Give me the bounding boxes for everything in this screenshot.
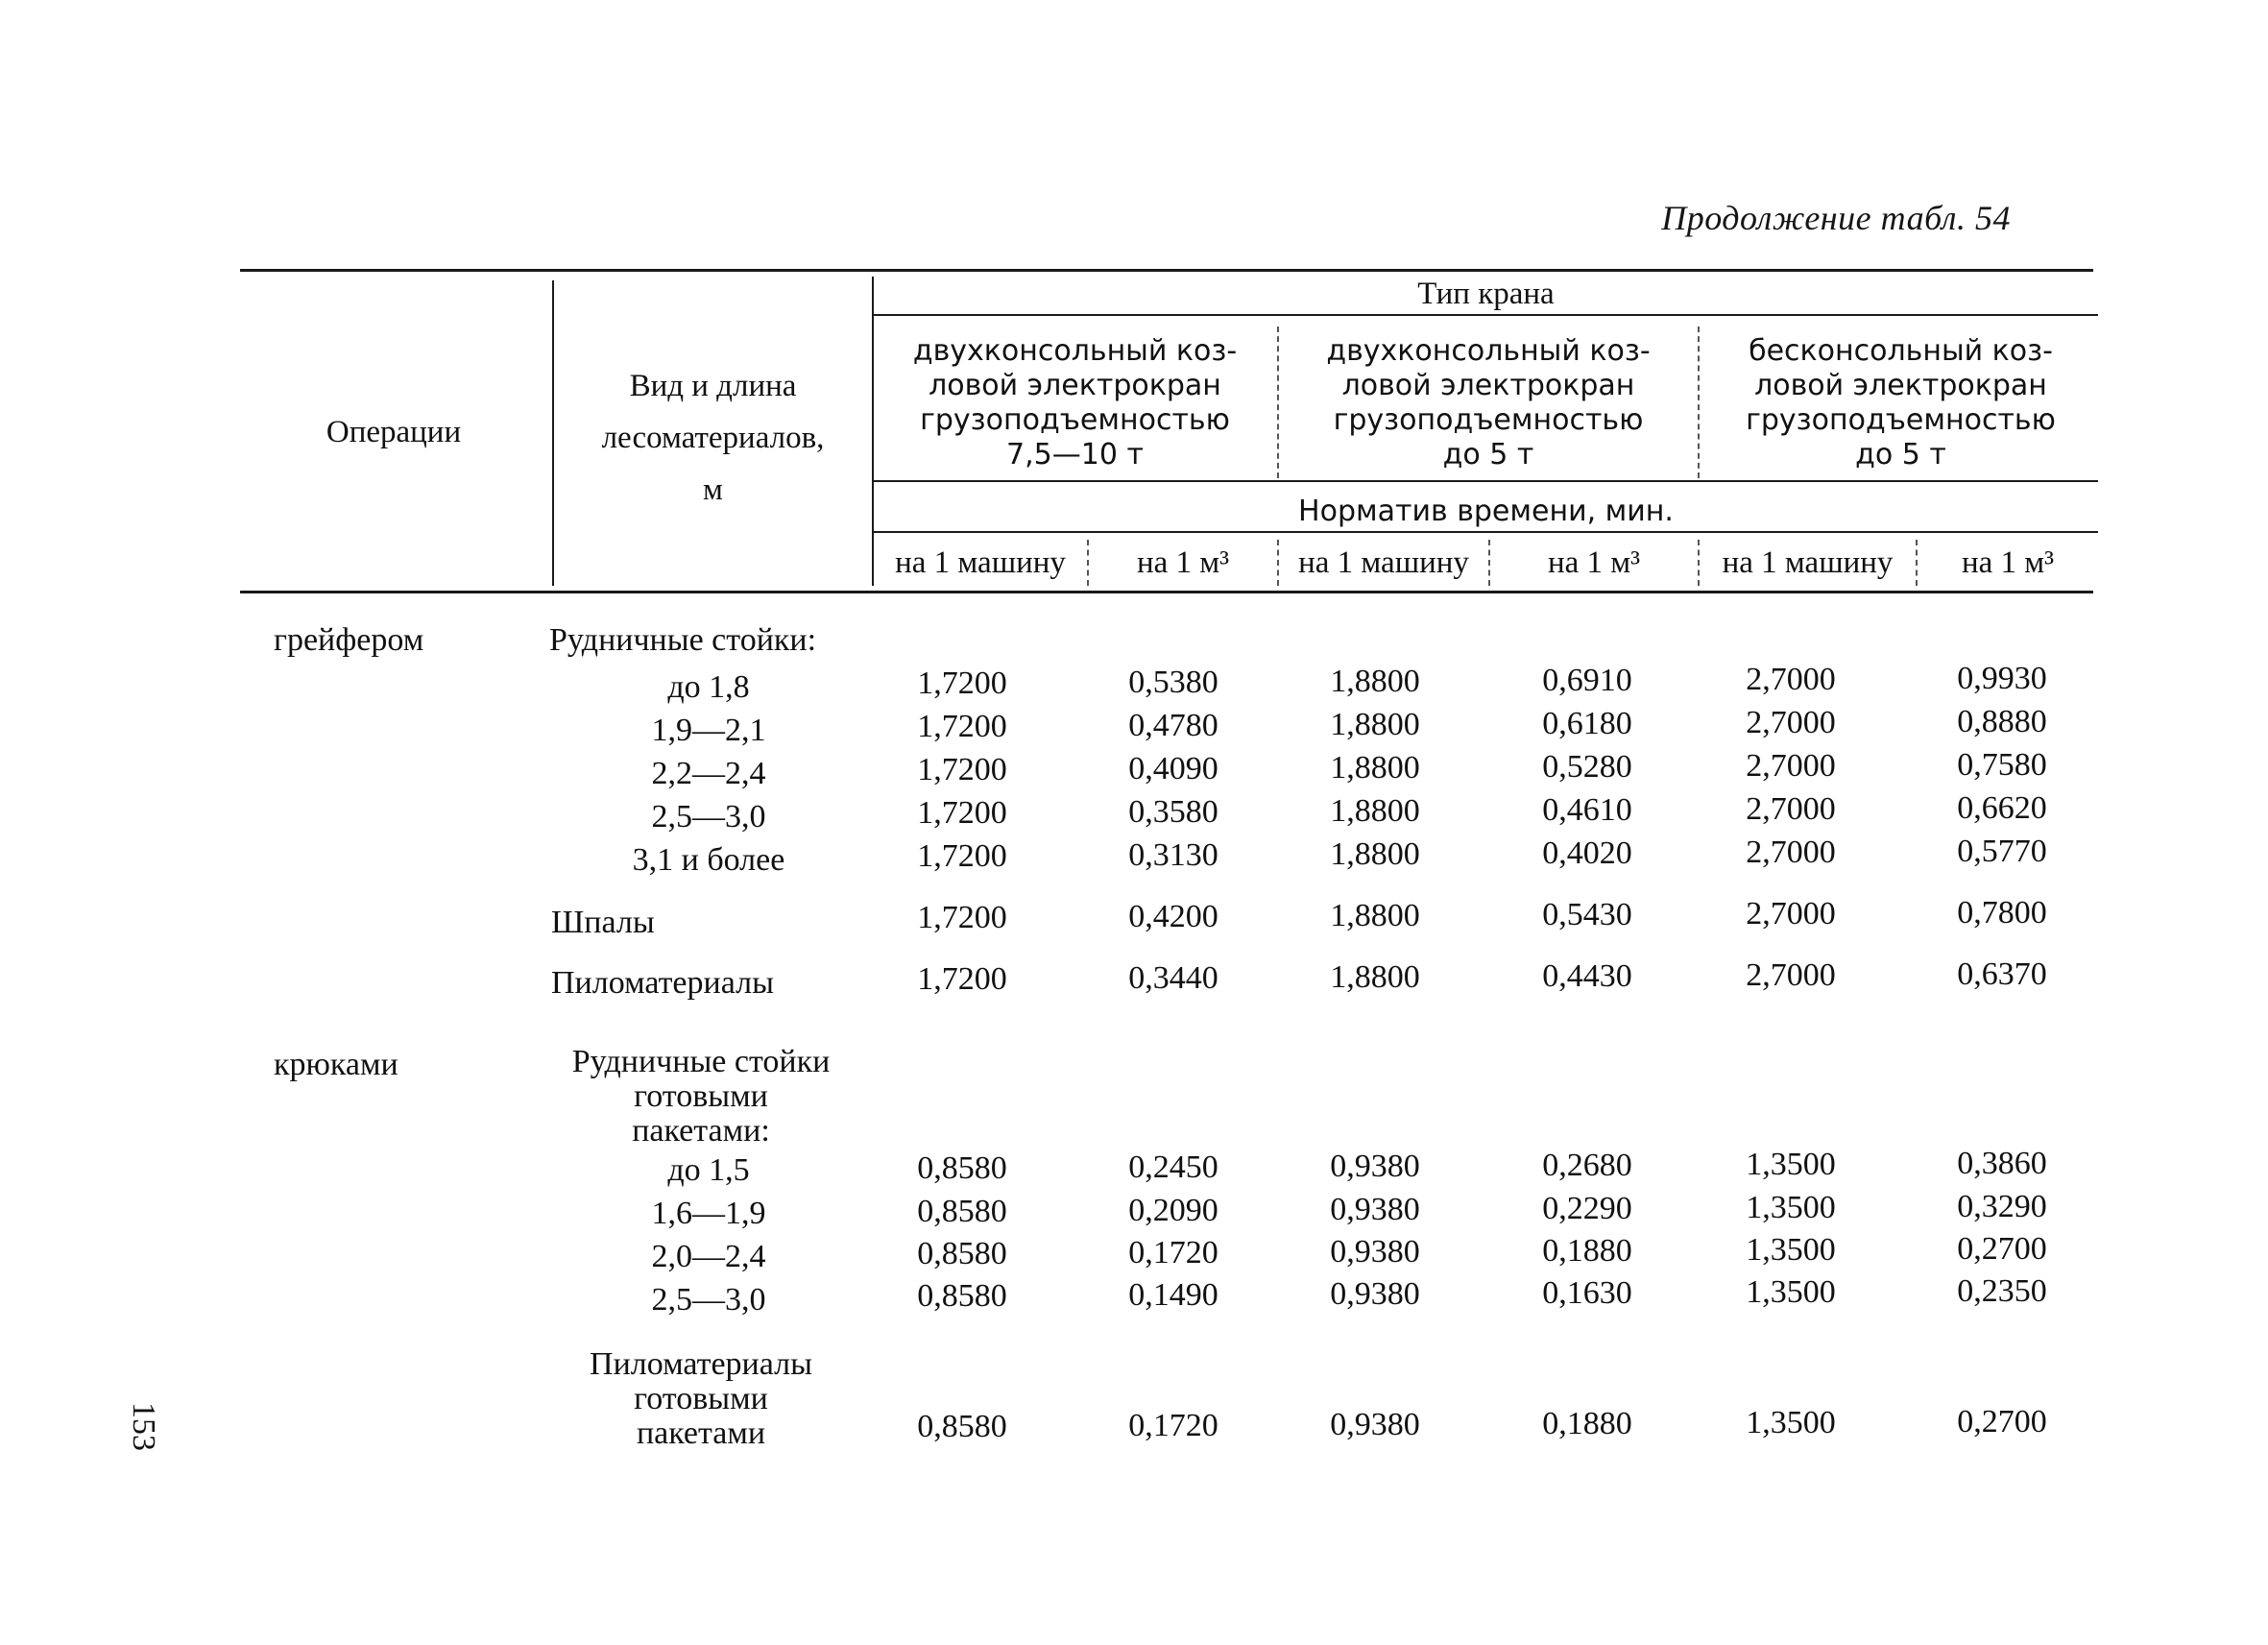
value-cell: 0,7580 bbox=[1957, 747, 2047, 783]
value-cell: 0,2700 bbox=[1957, 1231, 2047, 1267]
value-cell: 0,3290 bbox=[1957, 1189, 2047, 1224]
value-cell: 0,9380 bbox=[1330, 1276, 1420, 1312]
value-cell: 0,1880 bbox=[1542, 1233, 1632, 1269]
value-cell: 1,3500 bbox=[1746, 1232, 1836, 1268]
value-cell: 0,5430 bbox=[1542, 897, 1632, 932]
header-material bbox=[557, 360, 869, 516]
operation-grab: грейфером bbox=[274, 622, 424, 658]
header-norm: Норматив времени, мин. bbox=[1298, 495, 1674, 528]
value-cell: 0,1630 bbox=[1542, 1275, 1632, 1311]
value-cell: 2,7000 bbox=[1746, 896, 1836, 931]
header-crane-1-line-3: грузоподъемностью bbox=[920, 403, 1230, 437]
header-crane-3 bbox=[1701, 334, 2100, 472]
value-cell: 1,8800 bbox=[1330, 664, 1420, 699]
value-cell: 0,6910 bbox=[1542, 663, 1632, 698]
value-cell: 0,5770 bbox=[1957, 834, 2047, 869]
value-cell: 1,3500 bbox=[1746, 1147, 1836, 1182]
value-cell: 0,8580 bbox=[917, 1194, 1007, 1229]
header-vrule-1 bbox=[552, 280, 554, 586]
value-cell: 2,7000 bbox=[1746, 748, 1836, 784]
value-cell: 0,2450 bbox=[1128, 1149, 1218, 1185]
row-label: 2,5—3,0 bbox=[651, 799, 766, 835]
row-label: 1,9—2,1 bbox=[651, 713, 766, 748]
value-cell: 0,6620 bbox=[1957, 790, 2047, 826]
header-material-line-3: м bbox=[703, 472, 723, 507]
value-cell: 0,2090 bbox=[1128, 1193, 1218, 1228]
norm-underline bbox=[874, 531, 2098, 533]
subheader-crane-3-per-machine: на 1 машину bbox=[1722, 545, 1894, 580]
table-top-rule bbox=[240, 269, 2093, 272]
header-crane-2-line-3: грузоподъемностью bbox=[1333, 403, 1644, 437]
value-cell: 1,8800 bbox=[1330, 959, 1420, 995]
value-cell: 0,9380 bbox=[1330, 1149, 1420, 1184]
row-label-line-1: Пиломатериалы bbox=[590, 1346, 812, 1382]
header-crane-2-line-1: двухконсольный коз- bbox=[1326, 334, 1651, 368]
value-cell: 0,3860 bbox=[1957, 1146, 2047, 1181]
table-caption: Продолжение табл. 54 bbox=[1661, 199, 2011, 237]
value-cell: 0,4020 bbox=[1542, 835, 1632, 871]
value-cell: 2,7000 bbox=[1746, 791, 1836, 827]
header-crane-1-line-1: двухконсольный коз- bbox=[912, 334, 1238, 368]
section-title-line-3: пакетами: bbox=[632, 1113, 770, 1149]
header-crane-2 bbox=[1281, 334, 1696, 472]
value-cell: 0,8880 bbox=[1957, 704, 2047, 739]
value-cell: 0,9380 bbox=[1330, 1234, 1420, 1270]
value-cell: 0,1720 bbox=[1128, 1235, 1218, 1270]
row-label-line-2: готовыми bbox=[634, 1381, 768, 1416]
value-cell: 0,2700 bbox=[1957, 1404, 2047, 1439]
crane-divider-1 bbox=[1277, 327, 1279, 478]
value-cell: 0,2290 bbox=[1542, 1191, 1632, 1226]
value-cell: 0,4200 bbox=[1128, 899, 1218, 934]
row-label: 3,1 и более bbox=[632, 842, 785, 878]
value-cell: 1,8800 bbox=[1330, 898, 1420, 933]
subheader-crane-2-per-m3: на 1 м³ bbox=[1547, 545, 1641, 580]
value-cell: 0,4430 bbox=[1542, 958, 1632, 994]
value-cell: 0,3440 bbox=[1128, 960, 1218, 996]
header-crane-3-line-2: ловой электрокран bbox=[1754, 369, 2047, 402]
header-crane-1-line-4: 7,5—10 т bbox=[1006, 438, 1144, 472]
header-material-line-1: Вид и длина bbox=[629, 369, 797, 403]
value-cell: 0,3580 bbox=[1128, 794, 1218, 830]
row-label: до 1,5 bbox=[667, 1152, 750, 1188]
header-material-line-2: лесоматериалов, bbox=[601, 421, 825, 455]
value-cell: 1,8800 bbox=[1330, 707, 1420, 742]
row-label-lumber-packets bbox=[547, 1347, 855, 1451]
header-bottom-rule bbox=[240, 591, 2093, 593]
value-cell: 0,2350 bbox=[1957, 1273, 2047, 1309]
value-cell: 0,8580 bbox=[917, 1409, 1007, 1444]
value-cell: 0,4090 bbox=[1128, 751, 1218, 786]
value-cell: 1,7200 bbox=[917, 709, 1007, 744]
row-label: 1,6—1,9 bbox=[651, 1196, 766, 1231]
value-cell: 1,8800 bbox=[1330, 750, 1420, 786]
subheader-crane-1-per-m3: на 1 м³ bbox=[1136, 545, 1230, 580]
value-cell: 0,9380 bbox=[1330, 1192, 1420, 1227]
value-cell: 1,3500 bbox=[1746, 1190, 1836, 1225]
row-label-line-3: пакетами bbox=[636, 1415, 766, 1451]
value-cell: 0,1490 bbox=[1128, 1277, 1218, 1313]
value-cell: 1,7200 bbox=[917, 838, 1007, 874]
row-label: до 1,8 bbox=[667, 669, 750, 705]
page-number-text: 153 bbox=[126, 1402, 161, 1451]
value-cell: 1,7200 bbox=[917, 795, 1007, 831]
page-number bbox=[125, 1402, 161, 1451]
value-cell: 0,2680 bbox=[1542, 1148, 1632, 1183]
row-label-lumber: Пиломатериалы bbox=[551, 965, 774, 1001]
crane-names-underline bbox=[874, 480, 2098, 482]
header-crane-type: Тип крана bbox=[1417, 277, 1555, 311]
row-label: 2,0—2,4 bbox=[651, 1239, 766, 1274]
subheader-crane-2-per-machine: на 1 машину bbox=[1298, 545, 1469, 580]
header-crane-3-line-1: бесконсольный коз- bbox=[1749, 334, 2053, 368]
operation-hooks: крюками bbox=[274, 1047, 398, 1082]
value-cell: 0,7800 bbox=[1957, 895, 2047, 931]
value-cell: 1,3500 bbox=[1746, 1274, 1836, 1310]
value-cell: 0,6180 bbox=[1542, 706, 1632, 741]
section-title-mine-props: Рудничные стойки: bbox=[549, 622, 817, 658]
section-title-line-1: Рудничные стойки bbox=[571, 1044, 831, 1079]
value-cell: 0,3130 bbox=[1128, 837, 1218, 873]
value-cell: 2,7000 bbox=[1746, 662, 1836, 697]
value-cell: 0,1880 bbox=[1542, 1406, 1632, 1441]
value-cell: 0,8580 bbox=[917, 1236, 1007, 1271]
header-crane-2-line-4: до 5 т bbox=[1442, 438, 1534, 472]
value-cell: 2,7000 bbox=[1746, 835, 1836, 870]
value-cell: 2,7000 bbox=[1746, 957, 1836, 993]
value-cell: 2,7000 bbox=[1746, 705, 1836, 740]
value-cell: 1,8800 bbox=[1330, 793, 1420, 829]
value-cell: 0,4610 bbox=[1542, 792, 1632, 828]
value-cell: 1,8800 bbox=[1330, 836, 1420, 872]
value-cell: 0,9380 bbox=[1330, 1407, 1420, 1442]
value-cell: 1,7200 bbox=[917, 752, 1007, 787]
row-label: 2,5—3,0 bbox=[651, 1282, 766, 1318]
value-cell: 1,7200 bbox=[917, 961, 1007, 997]
value-cell: 1,3500 bbox=[1746, 1405, 1836, 1440]
header-crane-1 bbox=[876, 334, 1274, 472]
value-cell: 0,8580 bbox=[917, 1150, 1007, 1186]
value-cell: 0,9930 bbox=[1957, 661, 2047, 696]
header-crane-2-line-2: ловой электрокран bbox=[1341, 369, 1635, 402]
value-cell: 1,7200 bbox=[917, 665, 1007, 701]
crane-divider-2 bbox=[1698, 327, 1700, 478]
subheader-crane-1-per-machine: на 1 машину bbox=[895, 545, 1066, 580]
value-cell: 1,7200 bbox=[917, 900, 1007, 935]
value-cell: 0,6370 bbox=[1957, 956, 2047, 992]
section-title-mine-props-packets bbox=[547, 1045, 855, 1149]
section-title-line-2: готовыми bbox=[634, 1078, 768, 1114]
value-cell: 0,4780 bbox=[1128, 708, 1218, 743]
row-label: 2,2—2,4 bbox=[651, 756, 766, 791]
value-cell: 0,8580 bbox=[917, 1278, 1007, 1314]
header-crane-3-line-4: до 5 т bbox=[1855, 438, 1946, 472]
subheader-crane-3-per-m3: на 1 м³ bbox=[1961, 545, 2055, 580]
header-crane-3-line-3: грузоподъемностью bbox=[1746, 403, 2056, 437]
value-cell: 0,5380 bbox=[1128, 665, 1218, 700]
value-cell: 0,5280 bbox=[1542, 749, 1632, 785]
row-label-sleepers: Шпалы bbox=[551, 905, 655, 940]
crane-type-underline bbox=[874, 314, 2098, 316]
value-cell: 0,1720 bbox=[1128, 1408, 1218, 1443]
header-vrule-2 bbox=[872, 277, 874, 586]
header-crane-1-line-2: ловой электрокран bbox=[929, 369, 1221, 402]
header-operations: Операции bbox=[326, 415, 462, 449]
